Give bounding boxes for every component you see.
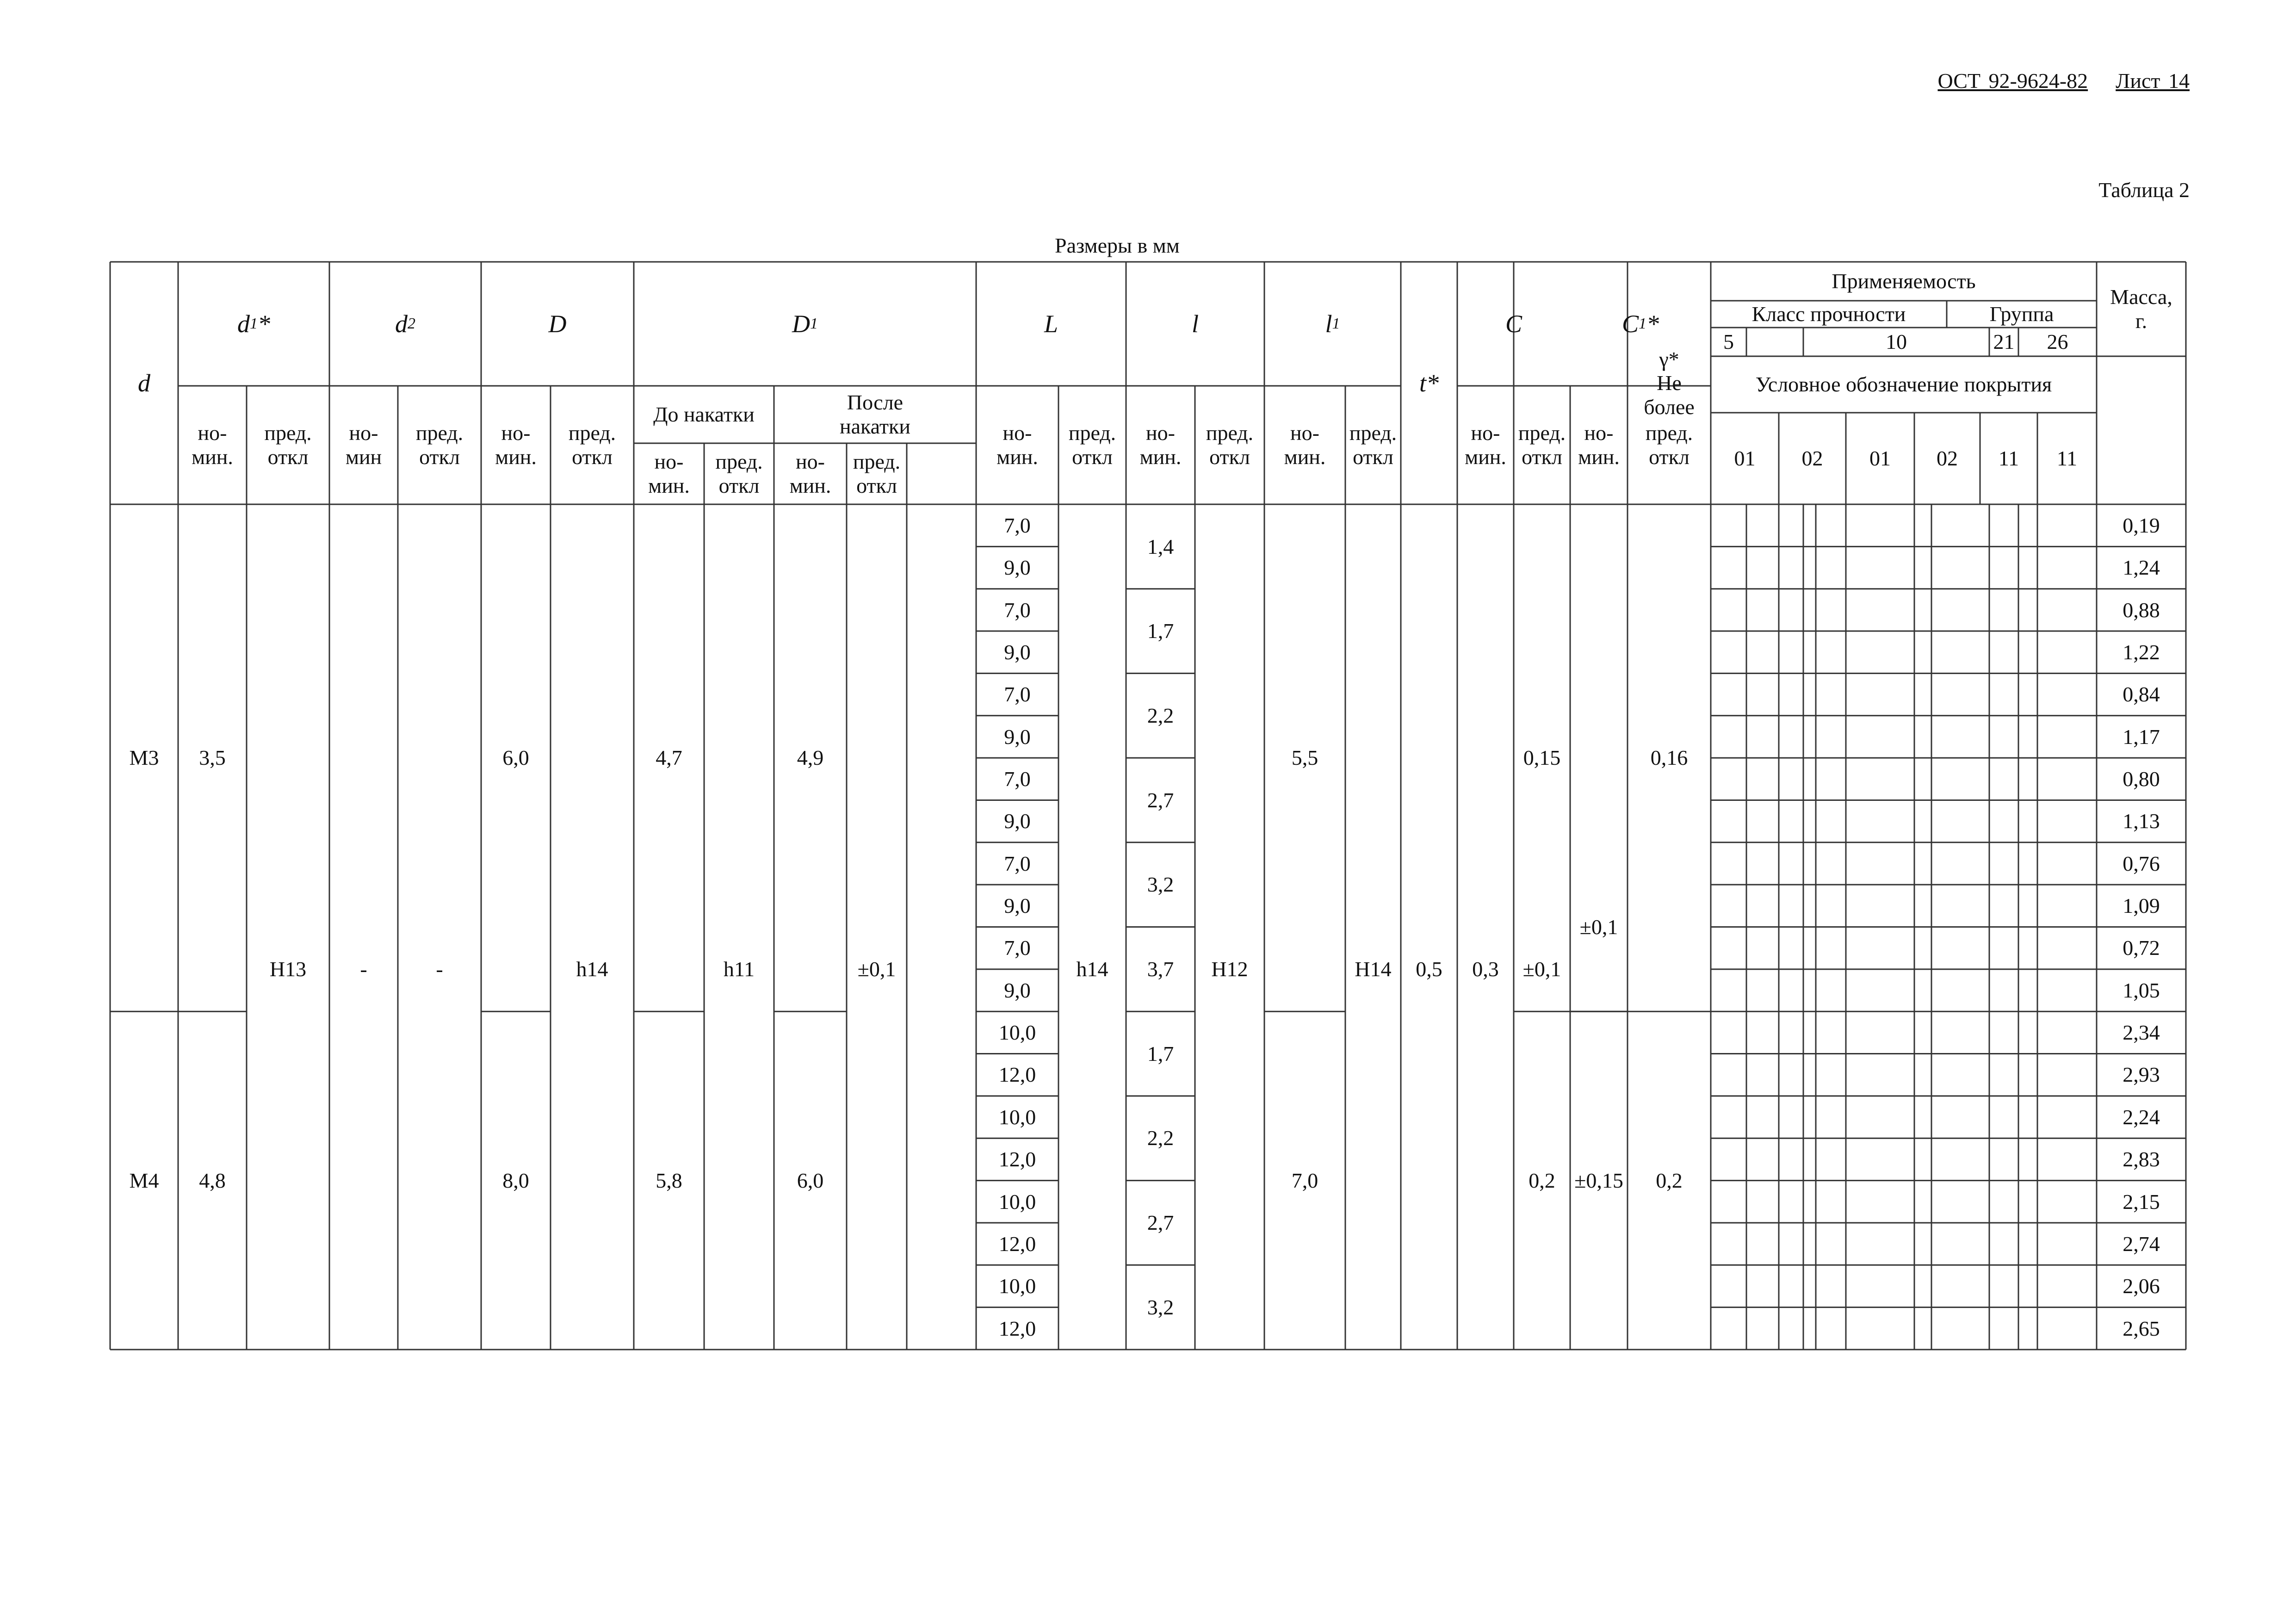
l-value: 2,2 — [1147, 703, 1174, 727]
coat-code: 02 — [1937, 446, 1958, 471]
D1-before-value: 5,8 — [656, 1168, 682, 1192]
L-value: 9,0 — [1004, 640, 1031, 664]
gamma-value: 0,2 — [1656, 1168, 1683, 1192]
l-tolerance: H12 — [1211, 957, 1248, 981]
d2-nominal: - — [360, 957, 367, 981]
D-value: 8,0 — [502, 1168, 529, 1192]
doc-code: ОСТ 92-9624-82 — [1937, 69, 2088, 93]
L-value: 12,0 — [998, 1147, 1036, 1171]
l-value: 2,7 — [1147, 788, 1174, 812]
tolerance-header: пред. откл — [1068, 421, 1116, 469]
gamma-value: 0,16 — [1650, 746, 1688, 770]
col-gamma: γ* Не более — [1644, 347, 1695, 419]
C-tolerance: ±0,1 — [1522, 957, 1561, 981]
tolerance-header: пред. откл — [1518, 421, 1566, 469]
t-value: 0,5 — [1416, 957, 1442, 981]
coat-code: 11 — [2056, 446, 2078, 471]
L-value: 9,0 — [1004, 978, 1031, 1002]
mass-value: 1,13 — [2123, 809, 2160, 833]
nominal-header: но- мин. — [789, 450, 831, 497]
l-value: 2,2 — [1147, 1126, 1174, 1150]
L-value: 12,0 — [998, 1232, 1036, 1256]
D-tolerance: h14 — [576, 957, 608, 981]
L-value: 7,0 — [1004, 598, 1031, 622]
l-value: 3,2 — [1147, 873, 1174, 897]
units-caption: Размеры в мм — [1055, 234, 1180, 257]
col-l1: l 1 — [1325, 310, 1340, 338]
C1-value: 0,15 — [1523, 746, 1561, 770]
L-value: 12,0 — [998, 1316, 1036, 1340]
mass-value: 2,74 — [2123, 1232, 2160, 1256]
L-value: 10,0 — [998, 1274, 1036, 1298]
l-value: 1,7 — [1147, 1041, 1174, 1065]
col-C: C — [1505, 310, 1522, 338]
mass-value: 2,93 — [2123, 1063, 2160, 1087]
L-value: 7,0 — [1004, 851, 1031, 875]
coat-code: 11 — [1998, 446, 2019, 471]
D1-before-tolerance: h11 — [723, 957, 755, 981]
class-5: 5 — [1723, 330, 1734, 354]
mass-value: 2,06 — [2123, 1274, 2160, 1298]
L-value: 9,0 — [1004, 725, 1031, 749]
coating-header: Условное обозначение покрытия — [1755, 372, 2052, 396]
d2-tolerance: - — [436, 957, 443, 981]
L-value: 9,0 — [1004, 894, 1031, 918]
d-value: M4 — [129, 1168, 159, 1192]
l-value: 1,7 — [1147, 619, 1174, 643]
sheet-number: Лист 14 — [2116, 69, 2190, 93]
mass-value: 2,24 — [2123, 1105, 2160, 1129]
nominal-header: но- мин. — [1139, 421, 1182, 469]
d1-tolerance: H13 — [269, 957, 307, 981]
l1-value: 7,0 — [1291, 1168, 1318, 1192]
L-value: 9,0 — [1004, 809, 1031, 833]
mass-value: 1,17 — [2123, 725, 2160, 749]
L-value: 10,0 — [998, 1021, 1036, 1045]
table-number: Таблица 2 — [2098, 178, 2190, 202]
mass-value: 0,72 — [2123, 936, 2160, 960]
tolerance-header: пред. откл — [1645, 421, 1693, 469]
mass-header: Масса, г. — [2110, 285, 2172, 333]
L-value: 7,0 — [1004, 682, 1031, 706]
coat-code: 01 — [1734, 446, 1756, 471]
d-value: M3 — [129, 746, 159, 770]
L-value: 12,0 — [998, 1063, 1036, 1087]
nominal-header: но- мин. — [1465, 421, 1506, 469]
mass-value: 0,76 — [2123, 851, 2160, 875]
mass-value: 2,65 — [2123, 1316, 2160, 1340]
col-D1: D 1 — [792, 310, 818, 338]
mass-value: 2,83 — [2123, 1147, 2160, 1171]
l-value: 3,7 — [1147, 957, 1174, 981]
L-tolerance: h14 — [1076, 957, 1108, 981]
group-26: 26 — [2047, 330, 2068, 354]
col-d: d — [138, 369, 150, 397]
L-value: 10,0 — [998, 1189, 1036, 1214]
D1-after-value: 6,0 — [797, 1168, 824, 1192]
L-value: 7,0 — [1004, 767, 1031, 791]
col-d1: d 1 * — [237, 310, 270, 338]
coat-code: 01 — [1869, 446, 1891, 471]
mass-value: 0,88 — [2123, 598, 2160, 622]
mass-value: 1,09 — [2123, 894, 2160, 918]
C-nominal: 0,3 — [1472, 957, 1499, 981]
nominal-header: но- мин. — [192, 421, 233, 469]
group-21: 21 — [1993, 330, 2015, 354]
D1-after-tolerance: ±0,1 — [857, 957, 896, 981]
tolerance-header: пред. откл — [415, 421, 464, 469]
L-value: 9,0 — [1004, 556, 1031, 580]
l1-value: 5,5 — [1291, 746, 1318, 770]
mass-value: 0,19 — [2123, 513, 2160, 537]
tolerance-header: пред. откл — [1349, 421, 1397, 469]
nominal-header: но- мин. — [495, 421, 537, 469]
nominal-header: но- мин. — [648, 450, 690, 497]
L-value: 7,0 — [1004, 513, 1031, 537]
mass-value: 2,34 — [2123, 1021, 2160, 1045]
d1-value: 4,8 — [199, 1168, 226, 1192]
tolerance-header: пред. откл — [853, 450, 901, 497]
l-value: 3,2 — [1147, 1295, 1174, 1319]
tolerance-header: пред. откл — [715, 450, 763, 497]
coat-code: 02 — [1801, 446, 1823, 471]
col-C1: C 1 * — [1621, 310, 1659, 338]
tolerance-header: пред. откл — [264, 421, 312, 469]
C1-tolerance-m4: ±0,15 — [1574, 1168, 1623, 1192]
tolerance-header: пред. откл — [1206, 421, 1254, 469]
mass-value: 1,22 — [2123, 640, 2160, 664]
mass-value: 1,05 — [2123, 978, 2160, 1002]
mass-value: 0,80 — [2123, 767, 2160, 791]
mass-value: 2,15 — [2123, 1189, 2160, 1214]
d1-value: 3,5 — [199, 746, 226, 770]
group-header: Группа — [1989, 302, 2054, 326]
col-t: t* — [1419, 369, 1439, 397]
after-knurl-header: После накатки — [840, 390, 910, 438]
C1-value: 0,2 — [1529, 1168, 1555, 1192]
col-d2: d 2 — [395, 310, 415, 338]
L-value: 7,0 — [1004, 936, 1031, 960]
strength-class-header: Класс прочности — [1751, 302, 1906, 326]
tolerance-header: пред. откл — [568, 421, 616, 469]
mass-value: 0,84 — [2123, 682, 2160, 706]
col-L: L — [1044, 310, 1058, 338]
C1-tolerance-m3: ±0,1 — [1579, 915, 1618, 939]
D-value: 6,0 — [502, 746, 529, 770]
nominal-header: но- мин. — [1284, 421, 1326, 469]
l-value: 2,7 — [1147, 1211, 1174, 1235]
nominal-header: но- мин. — [996, 421, 1038, 469]
class-10: 10 — [1886, 330, 1907, 354]
L-value: 10,0 — [998, 1105, 1036, 1129]
col-D: D — [548, 310, 567, 338]
nominal-header: но- мин. — [1578, 421, 1620, 469]
D1-after-value: 4,9 — [797, 746, 824, 770]
mass-value: 1,24 — [2123, 556, 2160, 580]
l1-tolerance: H14 — [1355, 957, 1392, 981]
applicability-header: Применяемость — [1832, 269, 1976, 293]
l-value: 1,4 — [1147, 534, 1174, 558]
D1-before-value: 4,7 — [656, 746, 682, 770]
before-knurl-header: До накатки — [653, 403, 755, 427]
col-l: l — [1191, 310, 1199, 338]
nominal-header: но- мин — [345, 421, 382, 469]
